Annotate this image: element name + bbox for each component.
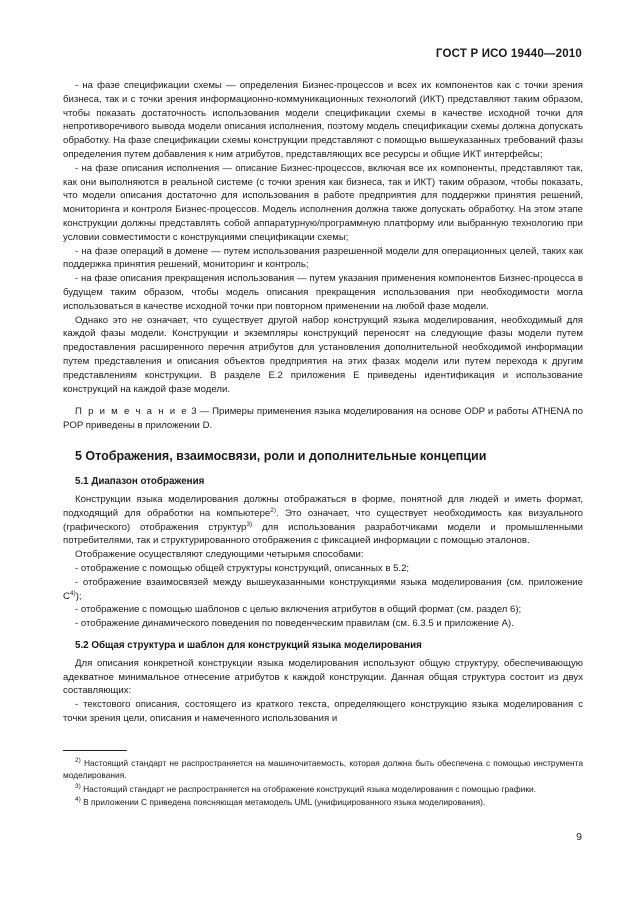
- section-5-2-heading: 5.2 Общая структура и шаблон для конструкций языка моделирования: [75, 639, 422, 651]
- footnote-ref-3: 3): [246, 520, 253, 528]
- list-item-templates: - отображение с помощью шаблонов с целью включения атрибутов в общий формат (см. раздел 6);: [75, 604, 522, 616]
- main-text: [63, 79, 583, 726]
- footnote-2: $^{2)}$ Настоящий стандарт не распространяется на машиночитаемость, которая должна быть обеспечена с помощью инструмента моделирования.: [63, 757, 584, 781]
- paragraph-general-structure: Для описания конкретной конструкции языка моделирования используют общую структуру, обеспечивающую адекватное минимальное отнесение атрибутов к каждой конструкции. Данная общая структура состоит из двух составляющих:: [63, 657, 583, 697]
- section-5-heading: 5 Отображения, взаимосвязи, роли и дополнительные концепции: [75, 448, 487, 463]
- note-text: 3 — Примеры применения языка моделирования на основе ODP и работы ATHENA по POP приведены в приложении D.: [63, 406, 583, 432]
- list-item-text-description: - текстового описания, состоящего из краткого текста, определяющего конструкцию языка моделирования с точки зрения цели, описания и намеченного использования и: [63, 699, 583, 725]
- footnote-ref-4: 4): [69, 589, 76, 597]
- footnote-3: $^{3)}$ Настоящий стандарт не распространяется на отображение конструкций языка моделирования с помощью графики.: [75, 782, 537, 794]
- paragraph-display-forms: Конструкции языка моделирования должны отображаться в форме, понятной для людей и иметь формат, подходящий для обработки на компьютере$^{2)}$. Это означает, что существует необходимость как визуального (графического) отображения структур$^{3)}$ для использования разработчиками модели и промышленными потребителями, так и структурированного отображения с фиксацией информации с помощью эталонов.: [63, 493, 583, 547]
- list-item-relationships: - отображение взаимосвязей между вышеуказанными конструкциями языка моделирования (см. приложение $C^{4)}$);: [63, 576, 583, 602]
- page-number: 9: [576, 831, 582, 843]
- footnote-separator: [63, 750, 127, 751]
- note-3: [63, 405, 583, 433]
- footnote-4: $^{4)}$ В приложении C приведена поясняющая метамодель UML (унифицированного языка моделирования).: [75, 796, 486, 807]
- footnotes: [63, 757, 583, 809]
- section-5-1-heading: 5.1 Диапазон отображения: [75, 475, 205, 487]
- list-item-general-structure: - отображение с помощью общей структуры конструкций, описанных в 5.2;: [75, 562, 410, 574]
- footnote-ref-2: 2): [270, 506, 277, 514]
- paragraph-display-methods: Отображение осуществляют следующими четырьмя способами:: [75, 549, 364, 561]
- paragraph-execution-phase: - на фазе описания исполнения — описание Бизнес-процессов, включая все их компоненты, представляют так, как они выполняются в реальной системе (с точки зрения как бизнеса, так и ИКТ) таким образом, чтобы показать, что модели описания достаточно для использования в работе предприятия для поддержки принятия решений, мониторинга и контроля Бизнес-процессов. Модель исполнения должна также допускать обработку. На этом этапе конструкции должны представлять собой аппаратурную/программную платформу или выбранную технологию при условии совместимости с конструкциями спецификации схемы;: [63, 162, 583, 243]
- paragraph-schema-spec-phase: - на фазе спецификации схемы — определения Бизнес-процессов и всех их компонентов как с точки зрения бизнеса, так и с точки зрения информационно-коммуникационных технологий (ИКТ) представляют таким образом, чтобы показать достаточность использования модели спецификации схемы в качестве исходной точки для непротиворечивого вывода модели описания исполнения, поэтому модель спецификации схемы должна допускать обработку. На фазе спецификации схемы конструкции представляют с помощью вышеуказанных требований фазы определения путем добавления к ним атрибутов, представляющих все ресурсы и общие ИКТ интерфейсы;: [63, 80, 583, 160]
- paragraph-constructs-transfer: Однако это не означает, что существует другой набор конструкций языка моделирования, необходимый для каждой фазы модели. Конструкции и экземпляры конструкций переносят на следующие фазы модели путем предоставления расширенного перечня атрибутов для установления дополнительной необходимой информации путем представления и описания объектов предприятия на этих фазах модели или путем перехода к другим представлениям конструкции. В разделе E.2 приложения E приведены идентификация и использование конструкций на каждой фазе модели.: [63, 314, 583, 395]
- paragraph-decommission-phase: - на фазе описания прекращения использования — путем указания применения компонентов Бизнес-процесса в будущем таким образом, чтобы модель описания прекращения использования при необходимости могла использоваться в качестве исходной точки при повторном применении на любой фазе модели.: [63, 273, 583, 312]
- note-label: П р и м е ч а н и е: [75, 406, 189, 418]
- paragraph-operations-phase: - на фазе операций в домене — путем использования разрешенной модели для операционных целей, таких как поддержка принятия решений, мониторинг и контроль;: [63, 245, 583, 271]
- standard-code-header: ГОСТ Р ИСО 19440—2010: [435, 48, 582, 60]
- list-item-dynamic-behavior: - отображение динамического поведения по поведенческим правилам (см. 6.3.5 и приложение A).: [75, 618, 514, 630]
